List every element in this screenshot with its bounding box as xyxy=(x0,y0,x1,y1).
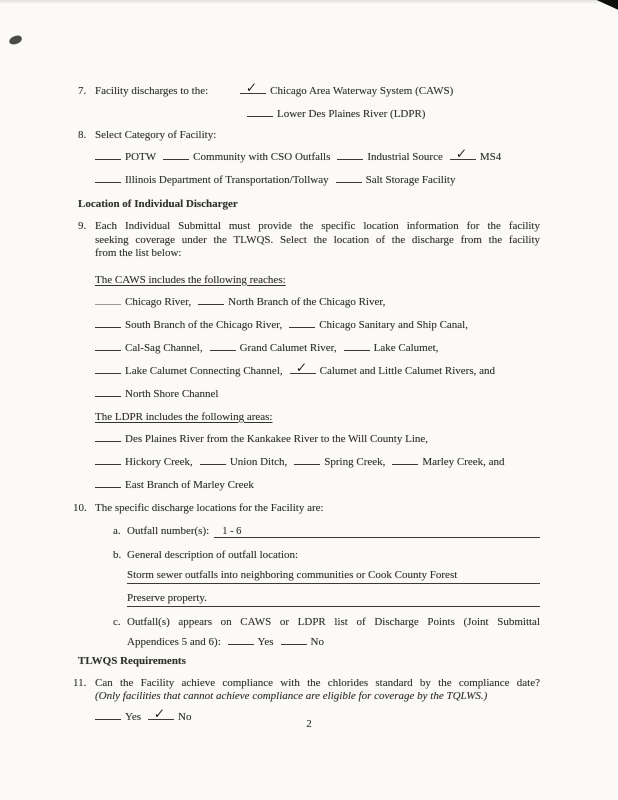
caws-reaches-heading: The CAWS includes the following reaches: xyxy=(95,273,286,286)
checkbox-blank-spring xyxy=(294,453,320,465)
question-8-options-line-1 xyxy=(95,148,540,164)
checkbox-blank-potw xyxy=(95,148,121,160)
question-7-label: Facility discharges to the: xyxy=(95,85,209,97)
option-label-ms4: MS4 xyxy=(479,151,502,163)
question-11-text-line-2: (Only facilities that cannot achieve compliance are eligible for coverage by the TQLWS.) xyxy=(95,690,488,702)
option-north-branch xyxy=(198,296,385,308)
option-label-idot: Illinois Department of Transportation/Tollway xyxy=(125,174,329,186)
section-heading-location: Location of Individual Discharger xyxy=(78,198,238,210)
checkbox-blank-10c-yes xyxy=(228,633,254,645)
option-label-spring: Spring Creek, xyxy=(324,455,386,468)
option-label-east-branch: East Branch of Marley Creek xyxy=(125,478,254,491)
caws-reaches-line-5 xyxy=(95,385,540,401)
option-south-branch xyxy=(95,319,282,331)
option-label-11-yes: Yes xyxy=(125,710,142,723)
option-cso xyxy=(163,151,330,163)
option-10c-yes xyxy=(228,636,274,648)
question-10c-text-line-1: Outfall(s) appears on CAWS or LDPR list of Discharge Points (Joint Submittal xyxy=(127,615,540,628)
checkmark-ms4: ✓ xyxy=(455,146,468,163)
question-9-number: 9. xyxy=(78,220,87,232)
checkbox-blank-south-branch xyxy=(95,316,121,328)
option-cal-sag xyxy=(95,342,203,354)
checkbox-blank-ms4 xyxy=(450,146,476,163)
question-10c-text-line-2: Appendices 5 and 6): xyxy=(127,635,221,648)
question-10c-line-2 xyxy=(127,633,540,649)
checkbox-blank-ldpr xyxy=(247,105,273,117)
form-content xyxy=(73,80,540,731)
option-label-ship-canal: Chicago Sanitary and Ship Canal, xyxy=(319,318,468,331)
checkbox-blank-union xyxy=(200,453,226,465)
option-label-potw: POTW xyxy=(125,151,157,163)
checkbox-blank-grand-calumet xyxy=(210,339,236,351)
question-10c-line-1 xyxy=(113,616,540,628)
checkbox-blank-chicago-river xyxy=(95,293,121,305)
option-north-shore xyxy=(95,388,218,400)
question-9-paragraph xyxy=(78,220,540,261)
scan-artifact-blot xyxy=(8,35,23,46)
option-label-salt: Salt Storage Facility xyxy=(365,174,456,186)
option-label-hickory: Hickory Creek, xyxy=(125,455,193,468)
checkbox-blank-cal-sag xyxy=(95,339,121,351)
question-10a-label: Outfall number(s): xyxy=(127,524,210,537)
question-9-text-line-1: Each Individual Submittal must provide the specific location information for the facility xyxy=(95,220,540,232)
question-9-text-line-3: from the list below: xyxy=(95,247,182,259)
checkbox-blank-north-branch xyxy=(198,293,224,305)
checkbox-blank-connecting-channel xyxy=(95,362,121,374)
checkbox-blank-des-plaines xyxy=(95,430,121,442)
option-label-11-no: No xyxy=(178,710,192,723)
option-label-south-branch: South Branch of the Chicago River, xyxy=(125,318,283,331)
ldpr-areas-heading: The LDPR includes the following areas: xyxy=(95,410,273,423)
question-11-text-line-1: Can the Facility achieve compliance with the chlorides standard by the compliance date? xyxy=(95,676,540,689)
question-10a-letter: a. xyxy=(113,524,121,537)
question-11-number: 11. xyxy=(73,676,87,689)
question-11-paragraph xyxy=(73,676,540,704)
outfall-numbers-fill-line xyxy=(214,525,540,538)
option-label-ldpr: Lower Des Plaines River (LDPR) xyxy=(277,108,426,120)
option-marley xyxy=(392,456,504,468)
question-10a-line xyxy=(113,525,540,538)
caws-reaches-line-4 xyxy=(95,359,540,378)
question-10-label: The specific discharge locations for the Facility are: xyxy=(95,501,324,514)
question-10b-label: General description of outfall location: xyxy=(127,548,299,561)
checkbox-blank-10c-no xyxy=(281,633,307,645)
question-7-line-2 xyxy=(247,105,540,121)
question-10b-label-line xyxy=(113,548,540,562)
question-8-label: Select Category of Facility: xyxy=(95,129,217,141)
outfall-description-line-2: Preserve property. xyxy=(127,590,540,607)
option-label-calumet-little: Calumet and Little Calumet Rivers, and xyxy=(319,364,495,377)
option-label-chicago-river: Chicago River, xyxy=(125,295,192,308)
checkbox-blank-cso xyxy=(163,148,189,160)
caws-reaches-line-1 xyxy=(95,293,540,309)
checkbox-blank-marley xyxy=(392,453,418,465)
option-label-10c-yes: Yes xyxy=(257,635,274,648)
option-spring xyxy=(294,456,385,468)
checkbox-blank-ship-canal xyxy=(289,316,315,328)
option-lake-calumet xyxy=(344,342,439,354)
checkbox-blank-industrial xyxy=(337,148,363,160)
option-ship-canal xyxy=(289,319,468,331)
option-label-des-plaines: Des Plaines River from the Kankakee River to the Will County Line, xyxy=(125,432,429,445)
question-7-line-1 xyxy=(78,82,540,98)
question-8-number: 8. xyxy=(78,129,87,141)
option-label-connecting-channel: Lake Calumet Connecting Channel, xyxy=(125,364,283,377)
option-salt xyxy=(336,174,456,186)
checkbox-blank-idot xyxy=(95,171,121,183)
option-des-plaines xyxy=(95,433,428,445)
option-connecting-channel xyxy=(95,365,283,377)
question-10b-letter: b. xyxy=(113,548,122,561)
option-ms4 xyxy=(450,146,502,163)
checkmark-caws: ✓ xyxy=(245,80,258,97)
question-8-options-line-2 xyxy=(95,171,540,187)
option-10c-no xyxy=(281,636,324,648)
question-7-number: 7. xyxy=(78,85,87,97)
option-label-10c-no: No xyxy=(310,635,324,648)
page-number: 2 xyxy=(306,718,312,730)
option-label-caws: Chicago Area Waterway System (CAWS) xyxy=(270,85,454,97)
question-9-text-line-2: seeking coverage under the TLWQS. Select the location of the discharge from the facility xyxy=(95,233,540,246)
caws-reaches-line-2 xyxy=(95,316,540,332)
checkbox-blank-east-branch xyxy=(95,476,121,488)
question-10-number: 10. xyxy=(73,501,87,514)
outfall-numbers-value: 1 - 6 xyxy=(222,525,242,537)
option-label-cso: Community with CSO Outfalls xyxy=(193,151,331,163)
section-heading-tlwqs: TLWQS Requirements xyxy=(78,654,186,667)
question-10-label-line xyxy=(73,501,540,515)
question-8-label-line xyxy=(78,128,540,142)
checkbox-blank-salt xyxy=(336,171,362,183)
option-label-marley: Marley Creek, and xyxy=(422,455,505,468)
checkmark-11-no: ✓ xyxy=(153,705,166,723)
option-label-north-branch: North Branch of the Chicago River, xyxy=(228,295,386,308)
checkbox-blank-caws xyxy=(240,80,266,97)
ldpr-areas-line-2 xyxy=(95,453,540,469)
option-label-grand-calumet: Grand Calumet River, xyxy=(239,341,337,354)
ldpr-areas-line-1 xyxy=(95,430,540,446)
option-potw xyxy=(95,151,156,163)
checkbox-blank-lake-calumet xyxy=(344,339,370,351)
checkbox-blank-calumet-little xyxy=(290,359,316,377)
option-calumet-little xyxy=(290,359,495,377)
option-grand-calumet xyxy=(210,342,337,354)
option-industrial xyxy=(337,151,442,163)
option-label-union: Union Ditch, xyxy=(229,455,288,468)
checkbox-blank-north-shore xyxy=(95,385,121,397)
option-label-cal-sag: Cal-Sag Channel, xyxy=(125,341,203,354)
option-east-branch xyxy=(95,479,254,491)
option-union xyxy=(200,456,287,468)
scan-artifact-corner xyxy=(592,0,618,14)
option-idot xyxy=(95,174,329,186)
option-label-north-shore: North Shore Channel xyxy=(125,387,219,400)
option-label-lake-calumet: Lake Calumet, xyxy=(373,341,439,354)
checkbox-blank-hickory xyxy=(95,453,121,465)
option-hickory xyxy=(95,456,193,468)
caws-reaches-line-3 xyxy=(95,339,540,355)
ldpr-areas-line-3 xyxy=(95,476,540,492)
outfall-description-line-1: Storm sewer outfalls into neighboring communities or Cook County Forest xyxy=(127,567,540,584)
question-10c-letter: c. xyxy=(113,615,121,628)
checkmark-calumet-little: ✓ xyxy=(295,359,308,377)
option-chicago-river xyxy=(95,296,191,308)
option-label-industrial: Industrial Source xyxy=(367,151,443,163)
